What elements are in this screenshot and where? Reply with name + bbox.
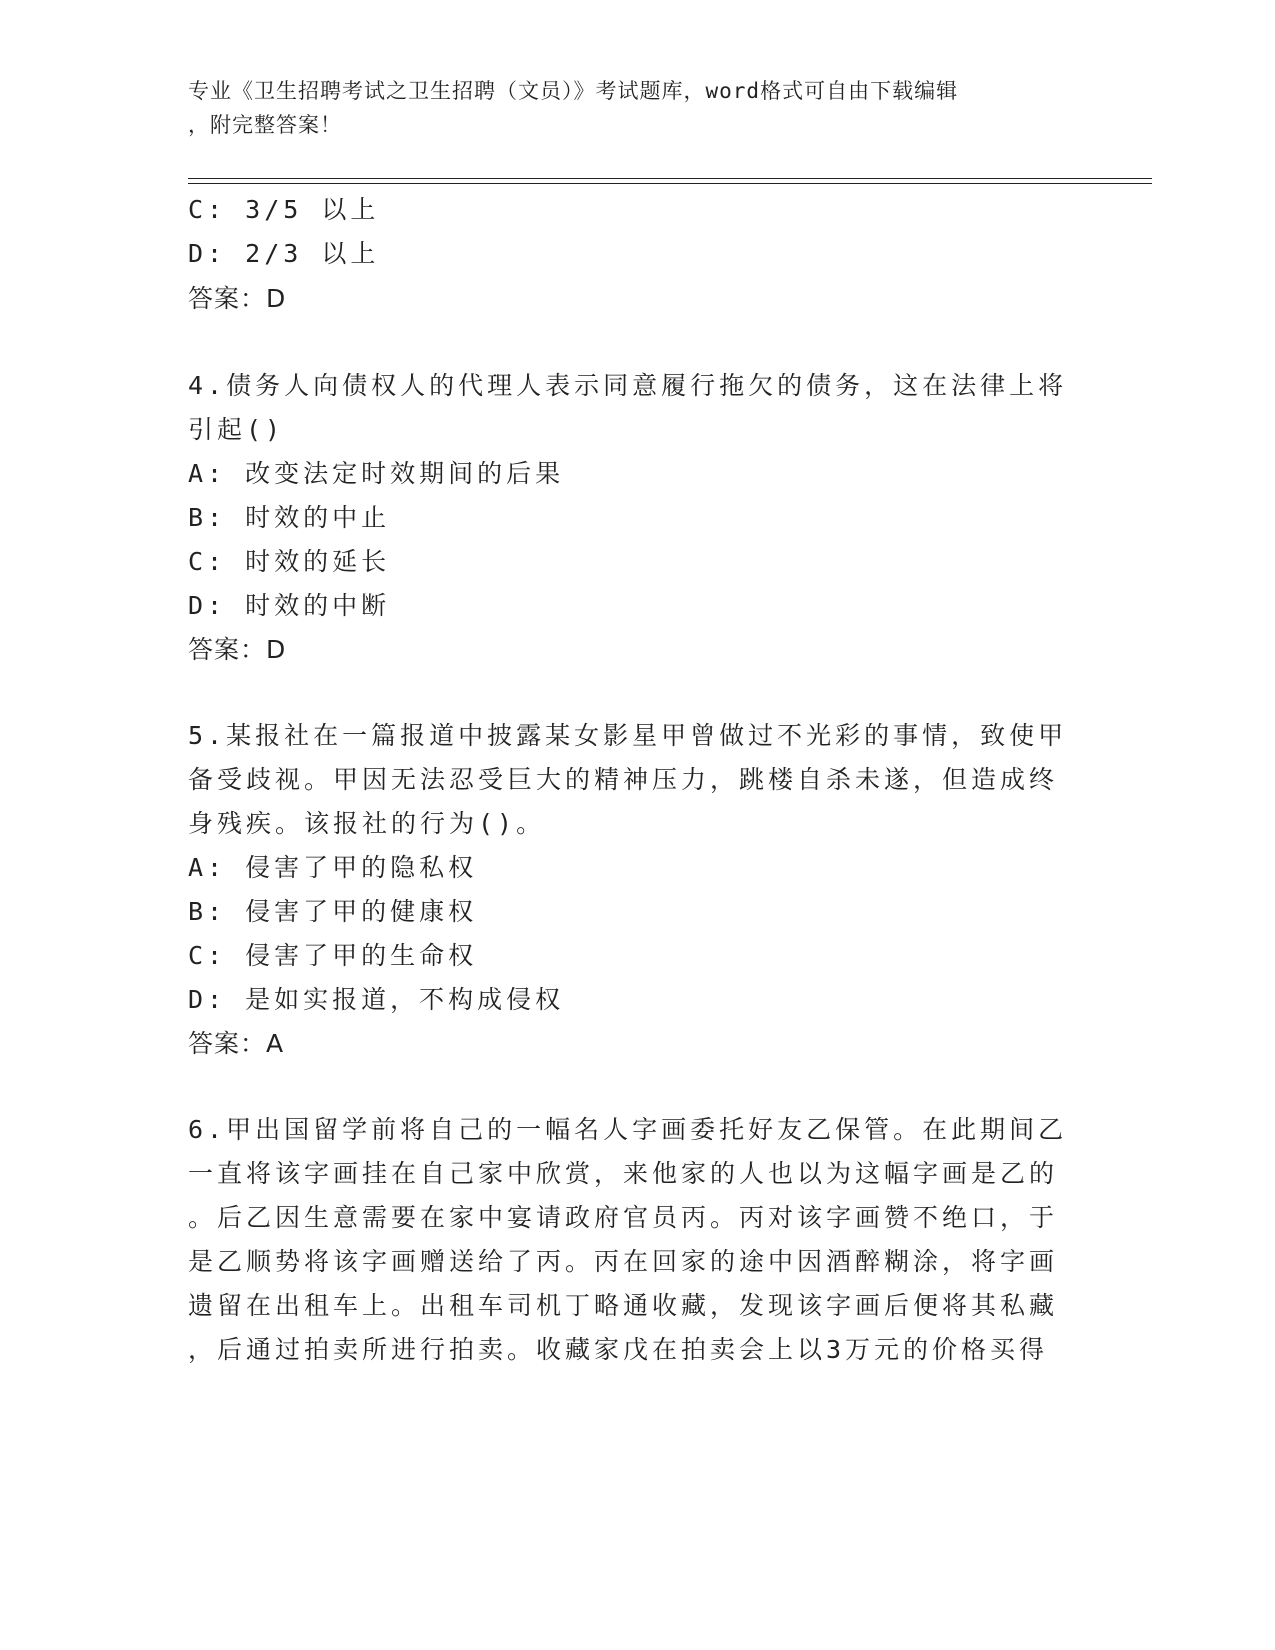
page-header (188, 74, 1088, 142)
question-6-line-6: ，后通过拍卖所进行拍卖。收藏家戊在拍卖会上以3万元的价格买得 (188, 1335, 1049, 1364)
question-4-line-2: 引起() (188, 415, 285, 444)
question-5-option-b: B: 侵害了甲的健康权 (188, 897, 478, 926)
question-5-option-c: C: 侵害了甲的生命权 (188, 941, 478, 970)
question-5-option-a: A: 侵害了甲的隐私权 (188, 853, 478, 882)
header-rule-top (188, 178, 1152, 179)
header-line-1: 专业《卫生招聘考试之卫生招聘（文员）》考试题库，word格式可自由下载编辑 (188, 79, 959, 103)
question-5-line-1: 5.某报社在一篇报道中披露某女影星甲曾做过不光彩的事情，致使甲 (188, 721, 1068, 750)
question-6-line-5: 遗留在出租车上。出租车司机丁略通收藏，发现该字画后便将其私藏 (188, 1291, 1059, 1320)
answer-3: 答案：D (188, 284, 287, 313)
question-4-option-a: A: 改变法定时效期间的后果 (188, 459, 565, 488)
question-5-line-2: 备受歧视。甲因无法忍受巨大的精神压力，跳楼自杀未遂，但造成终 (188, 765, 1059, 794)
header-rule-bottom (188, 183, 1152, 184)
question-4-option-c: C: 时效的延长 (188, 547, 391, 576)
header-line-2: ，附完整答案！ (188, 113, 342, 137)
question-4-option-d: D: 时效的中断 (188, 591, 391, 620)
question-6-line-1: 6.甲出国留学前将自己的一幅名人字画委托好友乙保管。在此期间乙 (188, 1115, 1068, 1144)
question-5-option-d: D: 是如实报道，不构成侵权 (188, 985, 565, 1014)
option-d: D: 2/3 以上 (188, 239, 380, 268)
question-4-option-b: B: 时效的中止 (188, 503, 391, 532)
option-c: C: 3/5 以上 (188, 195, 380, 224)
question-6-line-4: 是乙顺势将该字画赠送给了丙。丙在回家的途中因酒醉糊涂，将字画 (188, 1247, 1059, 1276)
question-6-line-2: 一直将该字画挂在自己家中欣赏，来他家的人也以为这幅字画是乙的 (188, 1159, 1059, 1188)
question-6-line-3: 。后乙因生意需要在家中宴请政府官员丙。丙对该字画赞不绝口，于 (188, 1203, 1059, 1232)
question-4-line-1: 4.债务人向债权人的代理人表示同意履行拖欠的债务，这在法律上将 (188, 371, 1068, 400)
answer-4: 答案：D (188, 635, 287, 664)
answer-5: 答案：A (188, 1029, 285, 1058)
question-5-line-3: 身残疾。该报社的行为()。 (188, 809, 546, 838)
